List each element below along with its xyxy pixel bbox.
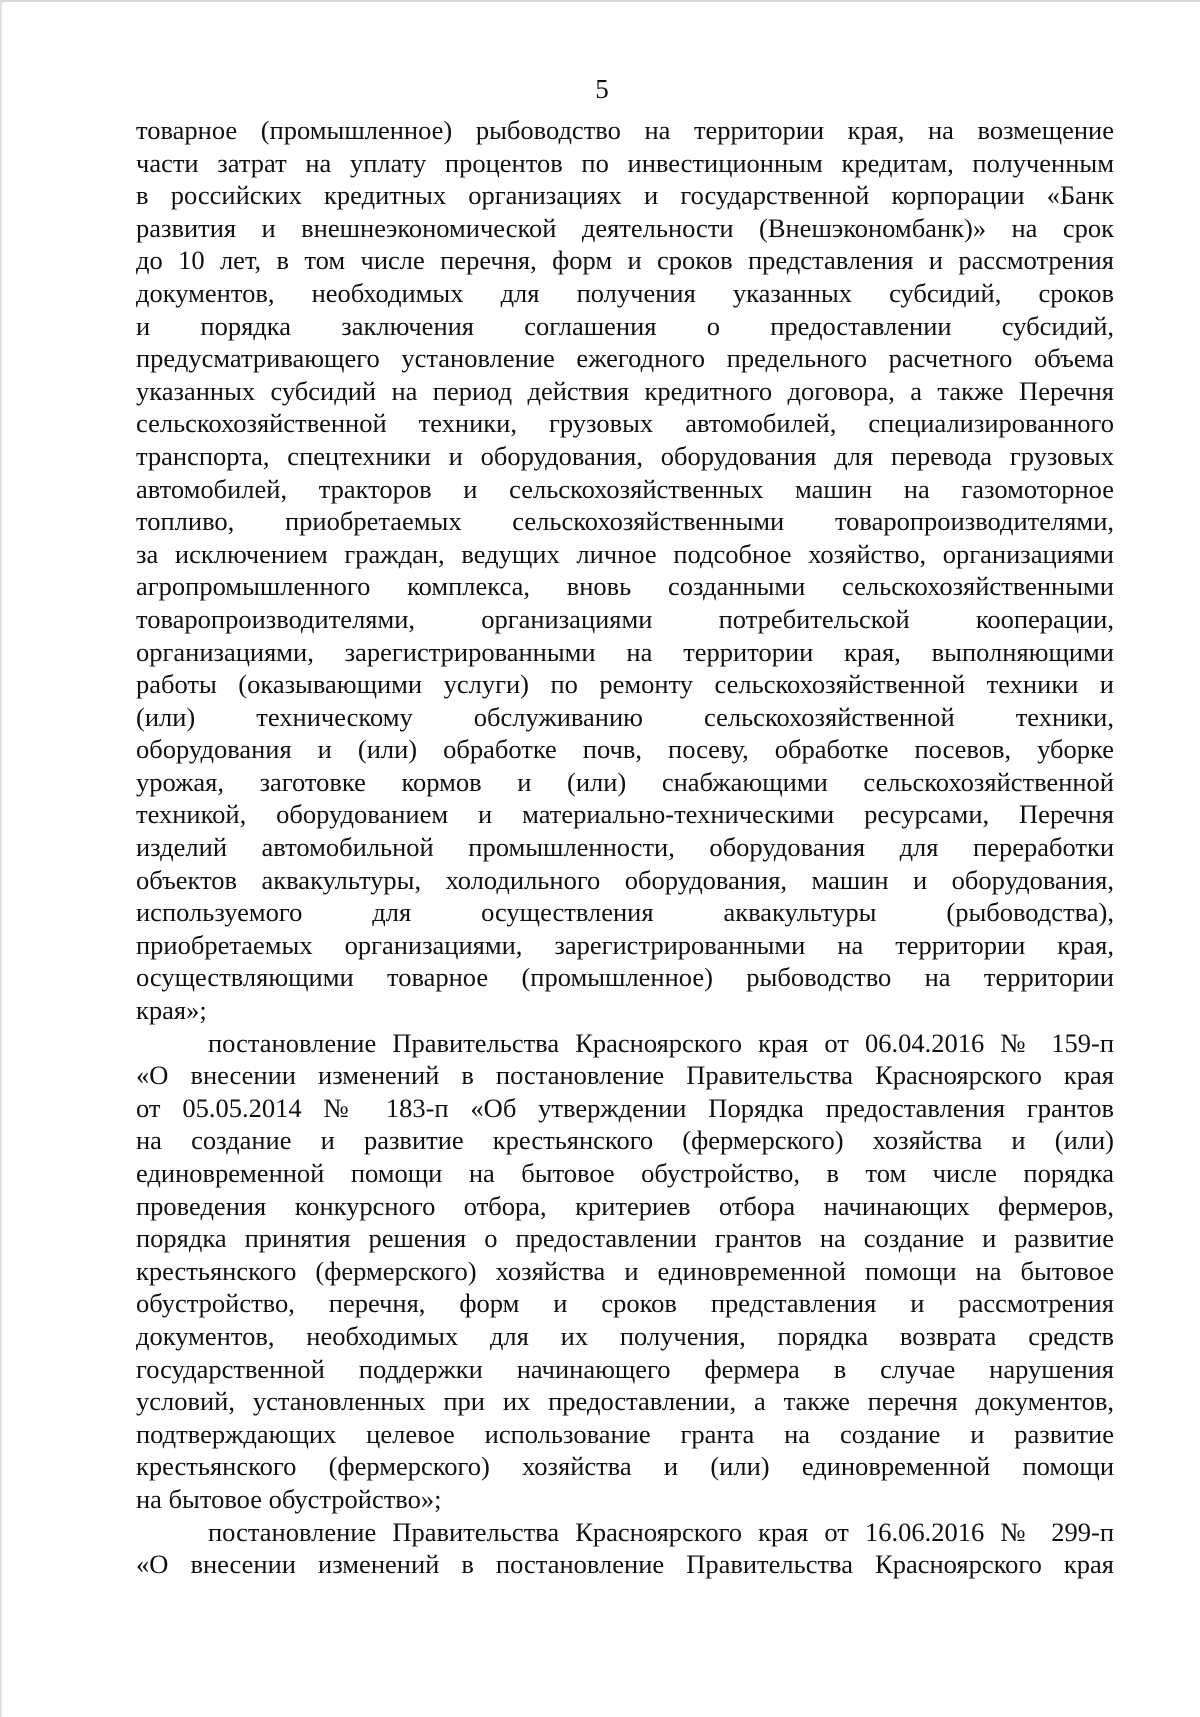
text-line: обустройство, перечня, форм и сроков представления и рассмотрения xyxy=(136,1288,1114,1319)
text-line: развития и внешнеэкономической деятельности (Внешэкономбанк)» на срок xyxy=(136,212,1114,243)
text-line: единовременной помощи на бытовое обустройство, в том числе порядка xyxy=(136,1158,1114,1188)
text-line: автомобилей, тракторов и сельскохозяйственных машин на газомоторное xyxy=(136,473,1114,504)
text-line: государственной поддержки начинающего фермера в случае нарушения xyxy=(136,1353,1114,1384)
text-line: топливо, приобретаемых сельскохозяйственными товаропроизводителями, xyxy=(136,506,1114,537)
text-line: техникой, оборудованием и материально-техническими ресурсами, Перечня xyxy=(136,799,1114,830)
text-line: документов, необходимых для их получения, порядка возврата средств xyxy=(136,1320,1114,1351)
text-line: от 05.05.2014 № 183-п «Об утверждении Порядка предоставления грантов xyxy=(136,1092,1114,1123)
text-line: за исключением граждан, ведущих личное подсобное хозяйство, организациями xyxy=(136,538,1114,569)
text-line: работы (оказывающими услуги) по ремонту сельскохозяйственной техники и xyxy=(136,669,1114,700)
document-body xyxy=(136,114,1114,1581)
text-line: осуществляющими товарное (промышленное) рыбоводство на территории xyxy=(136,962,1114,993)
text-line: товарное (промышленное) рыбоводство на территории края, на возмещение xyxy=(136,115,1114,145)
text-line: на бытовое обустройство»; xyxy=(136,1483,442,1514)
text-line: используемого для осуществления аквакультуры (рыбоводства), xyxy=(136,897,1114,928)
text-line: части затрат на уплату процентов по инвестиционным кредитам, полученным xyxy=(136,147,1114,178)
text-line: сельскохозяйственной техники, грузовых автомобилей, специализированного xyxy=(136,408,1114,439)
text-line: документов, необходимых для получения указанных субсидий, сроков xyxy=(136,277,1114,308)
text-line: подтверждающих целевое использование гранта на создание и развитие xyxy=(136,1418,1114,1449)
text-line: постановление Правительства Красноярского края от 16.06.2016 № 299-п xyxy=(208,1516,1114,1547)
text-line: «О внесении изменений в постановление Правительства Красноярского края xyxy=(136,1060,1114,1091)
text-line: указанных субсидий на период действия кредитного договора, а также Перечня xyxy=(136,375,1114,406)
text-line: (или) техническому обслуживанию сельскохозяйственной техники, xyxy=(136,701,1114,732)
text-line: урожая, заготовке кормов и (или) снабжающими сельскохозяйственной xyxy=(136,766,1114,797)
text-line: до 10 лет, в том числе перечня, форм и сроков представления и рассмотрения xyxy=(136,245,1114,276)
text-line: объектов аквакультуры, холодильного оборудования, машин и оборудования, xyxy=(136,864,1114,895)
text-line: товаропроизводителями, организациями потребительской кооперации, xyxy=(136,603,1114,634)
text-line: и порядка заключения соглашения о предоставлении субсидий, xyxy=(136,310,1114,341)
text-line: условий, установленных при их предоставлении, а также перечня документов, xyxy=(136,1386,1114,1417)
text-line: в российских кредитных организациях и государственной корпорации «Банк xyxy=(136,180,1114,211)
text-line: агропромышленного комплекса, вновь созданными сельскохозяйственными xyxy=(136,571,1114,602)
text-line: приобретаемых организациями, зарегистрированными на территории края, xyxy=(136,929,1114,960)
text-line: на создание и развитие крестьянского (фермерского) хозяйства и (или) xyxy=(136,1125,1114,1156)
text-line: края»; xyxy=(136,995,207,1026)
text-line: проведения конкурсного отбора, критериев отбора начинающих фермеров, xyxy=(136,1190,1114,1221)
text-line: крестьянского (фермерского) хозяйства и единовременной помощи на бытовое xyxy=(136,1255,1114,1286)
text-line: организациями, зарегистрированными на территории края, выполняющими xyxy=(136,636,1114,667)
text-line: постановление Правительства Красноярского края от 06.04.2016 № 159-п xyxy=(208,1027,1114,1058)
text-line: транспорта, спецтехники и оборудования, оборудования для перевода грузовых xyxy=(136,440,1114,471)
page-number: 5 xyxy=(595,74,609,104)
text-line: порядка принятия решения о предоставлении грантов на создание и развитие xyxy=(136,1223,1114,1254)
text-line: изделий автомобильной промышленности, оборудования для переработки xyxy=(136,832,1114,863)
text-line: оборудования и (или) обработке почв, посеву, обработке посевов, уборке xyxy=(136,734,1114,765)
text-line: «О внесении изменений в постановление Правительства Красноярского края xyxy=(136,1549,1114,1580)
text-line: предусматривающего установление ежегодного предельного расчетного объема xyxy=(136,343,1114,374)
text-line: крестьянского (фермерского) хозяйства и (или) единовременной помощи xyxy=(136,1451,1114,1482)
